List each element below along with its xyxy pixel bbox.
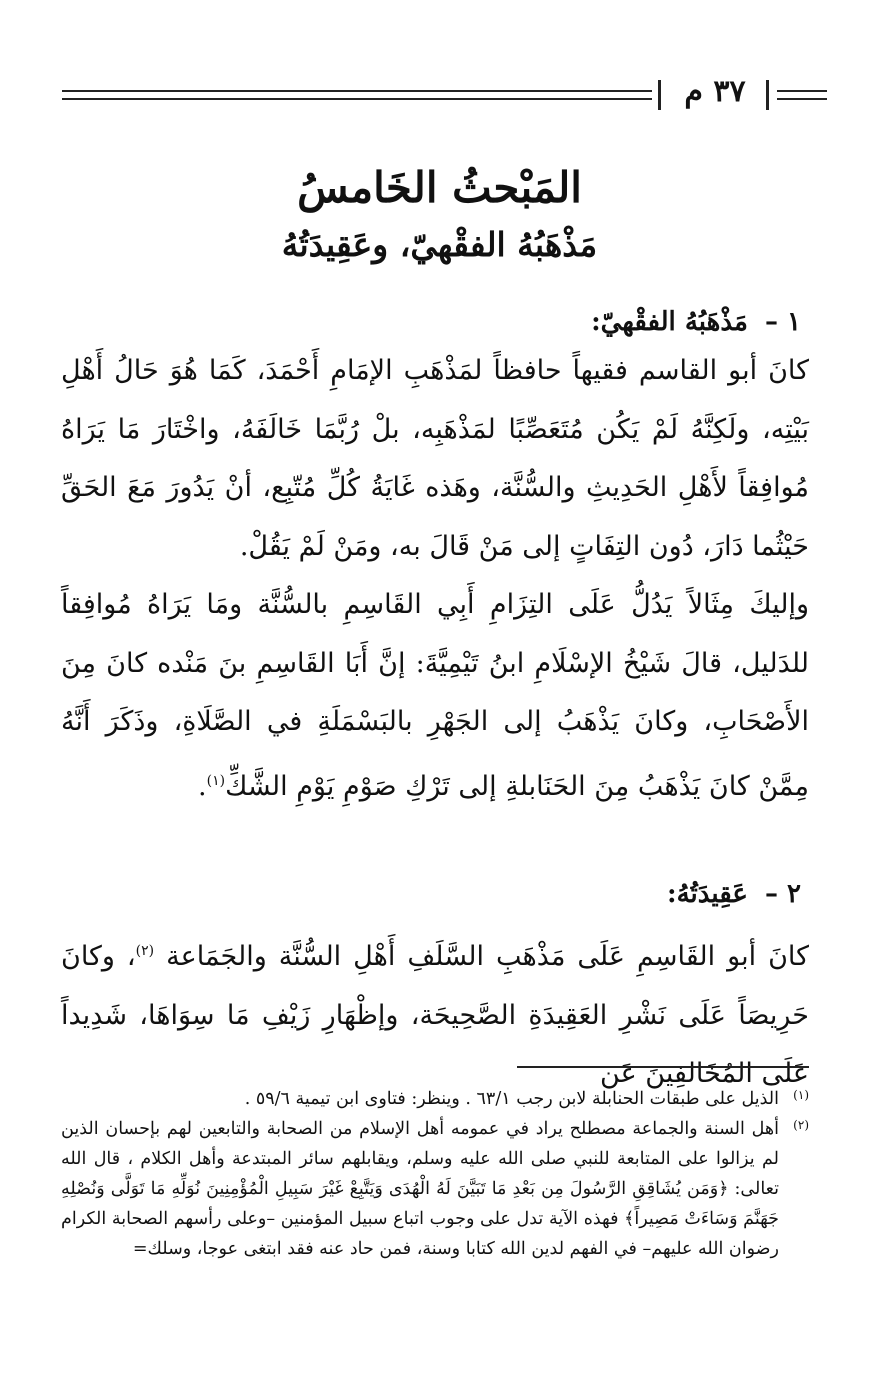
footnote-ref-2[interactable]: (٢): [135, 943, 155, 959]
footnote-1-text: الذيل على طبقات الحنابلة لابن رجب ٦٣/١ . وينظر: فتاوى ابن تيمية ٥٩/٦ .: [244, 1089, 779, 1109]
footnote-separator: [517, 1066, 809, 1068]
header-bar-right: [766, 80, 769, 110]
footnote-2-mark: (٢): [793, 1118, 809, 1132]
page-header: [62, 74, 827, 109]
section-2-number: ٢ –: [764, 879, 801, 909]
footnote-1: [61, 1084, 809, 1114]
section-1-paragraph-1: كانَ أبو القاسم فقيهاً حافظاً لمَذْهَبِ الإمَامِ أَحْمَدَ، كَمَا هُوَ حَالُ أَهْلِ بَيْتِه، ولَكِنَّهُ لَمْ يَكُن مُتَعَصِّبًا لمَذْهَبِه، بلْ رُبَّمَا خَالَفَهُ، واخْتَارَ مَا يَرَاهُ مُوافِقاً لأَهْلِ الحَدِيثِ والسُّنَّة، وهَذه غَايَةُ كُلِّ مُتّبِع، أنْ يَدُورَ مَعَ الحَقِّ حَيْثُما دَارَ، دُون التِفَاتٍ إلى مَنْ قَالَ به، ومَنْ لَمْ يَقُلْ.: [61, 355, 809, 562]
page-number: ٣٧ م: [684, 74, 746, 109]
footnote-2-text: أهل السنة والجماعة مصطلح يراد في عمومه أهل الإسلام من الصحابة والتابعين لهم بإحسان الذين لم يزالوا على المتابعة للنبي صلى الله عليه وسلم، ويقابلهم سائر المبتدعة وأهل الكلام ، قال الله تعالى: ﴿وَمَن يُشَاقِقِ الرَّسُولَ مِن بَعْدِ مَا تَبَيَّنَ لَهُ الْهُدَى وَيَتَّبِعْ غَيْرَ سَبِيلِ الْمُؤْمِنِينَ نُوَلِّهِ مَا تَوَلَّى وَنُصْلِهِ جَهَنَّمَ وَسَاءَتْ مَصِيراً﴾ فهذه الآية تدل على وجوب اتباع سبيل المؤمنين –وعلى رأسهم الصحابة الكرام رضوان الله عليهم– في الفهم لدين الله كتابا وسنة، فمن حاد عنه فقد ابتغى عوجا، وسلك=: [61, 1119, 779, 1259]
chapter-subtitle: مَذْهَبُهُ الفقْهيّ، وعَقِيدَتُهُ: [281, 225, 598, 264]
header-bar-left: [658, 80, 661, 110]
header-rule-left: [62, 90, 652, 100]
section-2-heading: [667, 874, 801, 914]
footnote-1-mark: (١): [793, 1088, 809, 1102]
section-2-paragraph-text-a: كانَ أبو القَاسِمِ عَلَى مَذْهَبِ السَّلَفِ أَهْلِ السُّنَّة والجَمَاعة: [166, 941, 809, 972]
section-1-heading: [591, 302, 801, 342]
footnotes: [61, 1084, 809, 1264]
section-1-paragraph-2: وإليكَ مِثَالاً يَدُلُّ عَلَى التِزَامِ أَبِي القَاسِمِ بالسُّنَّة ومَا يَرَاهُ مُوافِقاً للدَليل، قالَ شَيْخُ الإسْلَامِ ابنُ تَيْمِيَّةَ: إنَّ أَبَا القَاسِمِ بنَ مَنْده كانَ مِنَ الأَصْحَابِ، وكانَ يَذْهَبُ إلى الجَهْرِ بالبَسْمَلَةِ في الصَّلَاةِ، وذَكَرَ أَنَّهُ مِمَّنْ كانَ يَذْهَبُ مِنَ الحَنَابلةِ إلى تَرْكِ صَوْمِ يَوْمِ الشَّكِّ$^{(١)}$.: [61, 589, 809, 802]
footnote-ref-1[interactable]: (١): [206, 772, 226, 789]
footnote-2: [61, 1114, 809, 1264]
header-rule-right: [777, 90, 827, 100]
section-1-number: ١ –: [764, 307, 801, 337]
chapter-title: المَبْحثُ الخَامسُ: [297, 163, 582, 212]
section-2-title: عَقِيدَتُهُ:: [666, 879, 748, 909]
section-2-paragraph-text-b: ، وكانَ حَرِيصَاً عَلَى نَشْرِ العَقِيدَةِ الصَّحِيحَة، وإظْهَارِ زَيْفِ مَا سِوَاهَا، شَدِيداً عَلَى المُخَالفِينَ عَن: [61, 941, 809, 1089]
section-1-title: مَذْهَبُهُ الفقْهيّ:: [591, 307, 748, 337]
section-2-paragraph: [61, 922, 809, 1104]
section-1-paragraph-2-text: وإليكَ مِثَالاً يَدُلُّ عَلَى التِزَامِ أَبِي القَاسِمِ بالسُّنَّة ومَا يَرَاهُ مُوافِقاً للدَليل، قالَ شَيْخُ الإسْلَامِ ابنُ تَيْمِيَّةَ: إنَّ أَبَا القَاسِمِ بنَ مَنْده كانَ مِنَ الأَصْحَابِ، وكانَ يَذْهَبُ إلى الجَهْرِ بالبَسْمَلَةِ في الصَّلَاةِ، وذَكَرَ أَنَّهُ مِمَّنْ كانَ يَذْهَبُ مِنَ الحَنَابلةِ إلى تَرْكِ صَوْمِ يَوْمِ الشَّكِّ: [61, 589, 809, 802]
